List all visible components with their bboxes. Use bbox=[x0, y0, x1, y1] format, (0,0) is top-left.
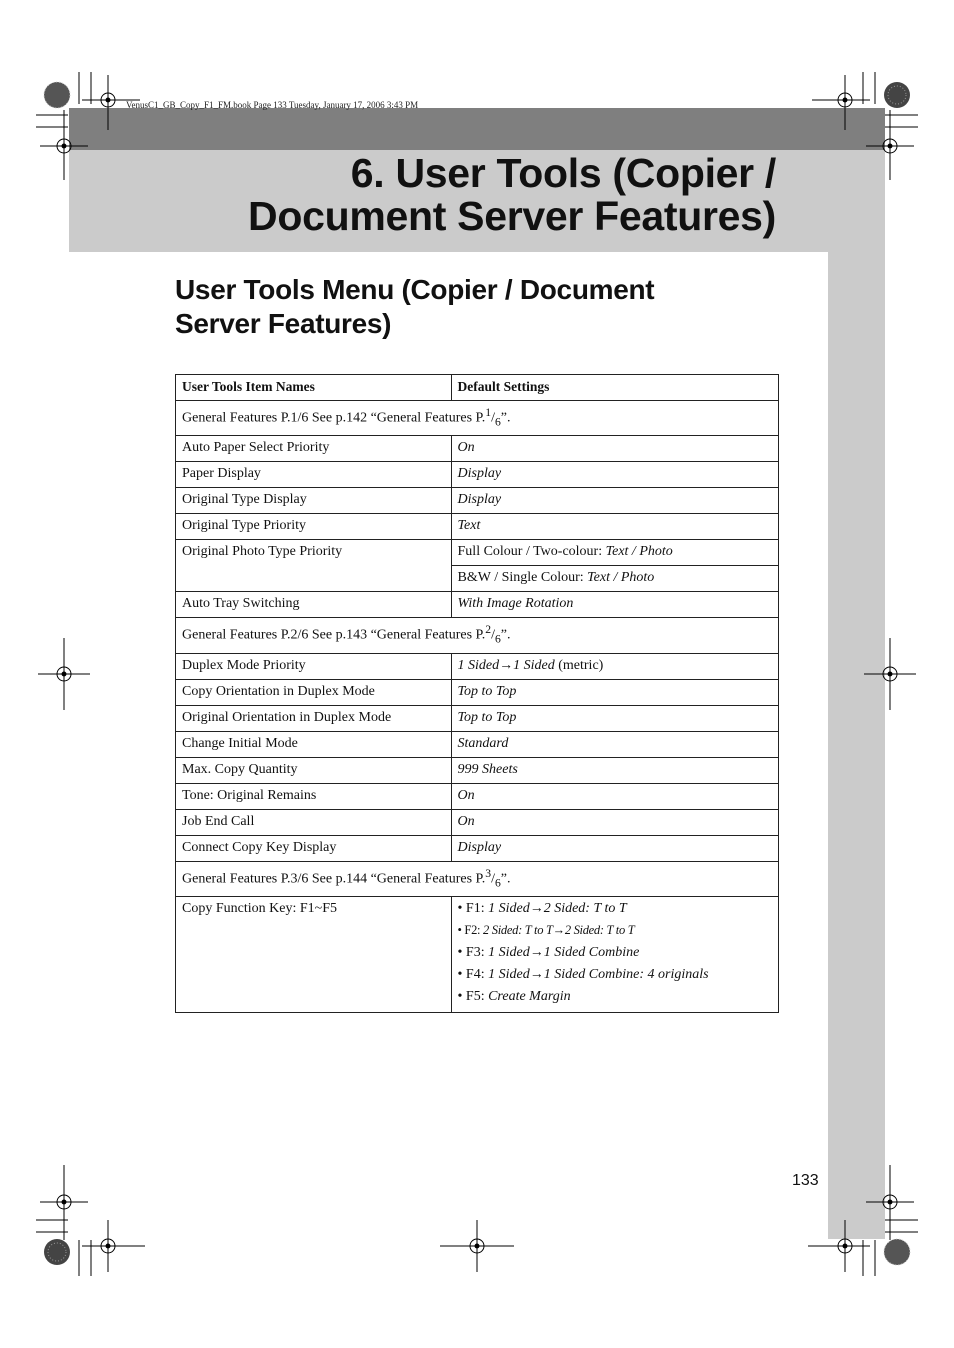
default-setting: 999 Sheets bbox=[451, 757, 778, 783]
default-setting: Text bbox=[451, 514, 778, 540]
table-row bbox=[176, 679, 779, 705]
chapter-title-line-1: 6. User Tools (Copier / bbox=[350, 150, 776, 196]
table-row bbox=[176, 783, 779, 809]
item-name: Original Type Priority bbox=[176, 514, 452, 540]
default-setting: With Image Rotation bbox=[451, 592, 778, 618]
item-name: Job End Call bbox=[176, 809, 452, 835]
default-setting-full-colour: Full Colour / Two-colour: Text / Photo bbox=[451, 540, 778, 566]
user-tools-table bbox=[175, 374, 779, 1013]
function-key-f5: • F5: Create Margin bbox=[457, 989, 571, 1005]
chapter-title-line-2: Document Server Features) bbox=[248, 193, 776, 239]
table-row bbox=[176, 731, 779, 757]
group-heading-row bbox=[176, 861, 779, 896]
item-name: Original Photo Type Priority bbox=[176, 540, 452, 592]
default-setting: Standard bbox=[451, 731, 778, 757]
function-key-f4: • F4: 1 Sided→1 Sided Combine: 4 originals bbox=[457, 967, 709, 983]
function-key-f3: • F3: 1 Sided→1 Sided Combine bbox=[457, 945, 640, 961]
page-number: 133 bbox=[792, 1172, 819, 1189]
item-name: Connect Copy Key Display bbox=[176, 835, 452, 861]
default-setting: On bbox=[451, 783, 778, 809]
default-setting: On bbox=[451, 809, 778, 835]
item-name: Max. Copy Quantity bbox=[176, 757, 452, 783]
item-name: Original Orientation in Duplex Mode bbox=[176, 705, 452, 731]
table-row bbox=[176, 514, 779, 540]
item-name: Auto Paper Select Priority bbox=[176, 436, 452, 462]
table-row bbox=[176, 436, 779, 462]
column-header-default-settings: Default Settings bbox=[451, 375, 778, 401]
group-heading-row bbox=[176, 401, 779, 436]
item-name: Copy Orientation in Duplex Mode bbox=[176, 679, 452, 705]
table-row bbox=[176, 488, 779, 514]
default-setting: 1 Sided→1 Sided (metric) bbox=[451, 653, 778, 679]
item-name: Duplex Mode Priority bbox=[176, 653, 452, 679]
default-setting: Display bbox=[451, 488, 778, 514]
group-heading-p3: General Features P.3/6 See p.144 “General Features $P.^3/_6$”. bbox=[176, 861, 779, 896]
section-title-line-1: User Tools Menu (Copier / Document bbox=[175, 274, 655, 305]
default-setting-function-keys bbox=[451, 897, 778, 1013]
table-row bbox=[176, 592, 779, 618]
default-setting: Top to Top bbox=[451, 679, 778, 705]
group-heading-p1: General Features P.1/6 See p.142 “General Features $P.^1/_6$”. bbox=[176, 401, 779, 436]
default-setting: Display bbox=[451, 835, 778, 861]
table-row bbox=[176, 653, 779, 679]
item-name: Paper Display bbox=[176, 462, 452, 488]
default-setting: On bbox=[451, 436, 778, 462]
default-setting: Top to Top bbox=[451, 705, 778, 731]
group-heading-row bbox=[176, 618, 779, 653]
column-header-item-names: User Tools Item Names bbox=[176, 375, 452, 401]
default-setting: Display bbox=[451, 462, 778, 488]
table-row bbox=[176, 809, 779, 835]
group-heading-p2: General Features P.2/6 See p.143 “General Features $P.^2/_6$”. bbox=[176, 618, 779, 653]
item-name: Auto Tray Switching bbox=[176, 592, 452, 618]
item-name: Original Type Display bbox=[176, 488, 452, 514]
default-setting-bw: B&W / Single Colour: Text / Photo bbox=[451, 566, 778, 592]
table-row bbox=[176, 540, 779, 566]
chapter-title bbox=[248, 152, 776, 238]
table-header-row bbox=[176, 375, 779, 401]
section-title bbox=[175, 273, 775, 341]
table-row bbox=[176, 897, 779, 1013]
file-header-line: VenusC1_GB_Copy_F1_FM.book Page 133 Tuesday, January 17, 2006 3:43 PM bbox=[126, 100, 419, 110]
function-key-f1: • F1: 1 Sided→2 Sided: T to T bbox=[457, 901, 627, 917]
section-title-line-2: Server Features) bbox=[175, 308, 392, 339]
item-name: Tone: Original Remains bbox=[176, 783, 452, 809]
item-name: Change Initial Mode bbox=[176, 731, 452, 757]
table-row bbox=[176, 462, 779, 488]
function-key-f2: • F2: 2 Sided: T to T→2 Sided: T to T bbox=[457, 923, 635, 938]
item-name: Copy Function Key: F1~F5 bbox=[176, 897, 452, 1013]
table-row bbox=[176, 705, 779, 731]
table-row bbox=[176, 835, 779, 861]
table-row bbox=[176, 757, 779, 783]
